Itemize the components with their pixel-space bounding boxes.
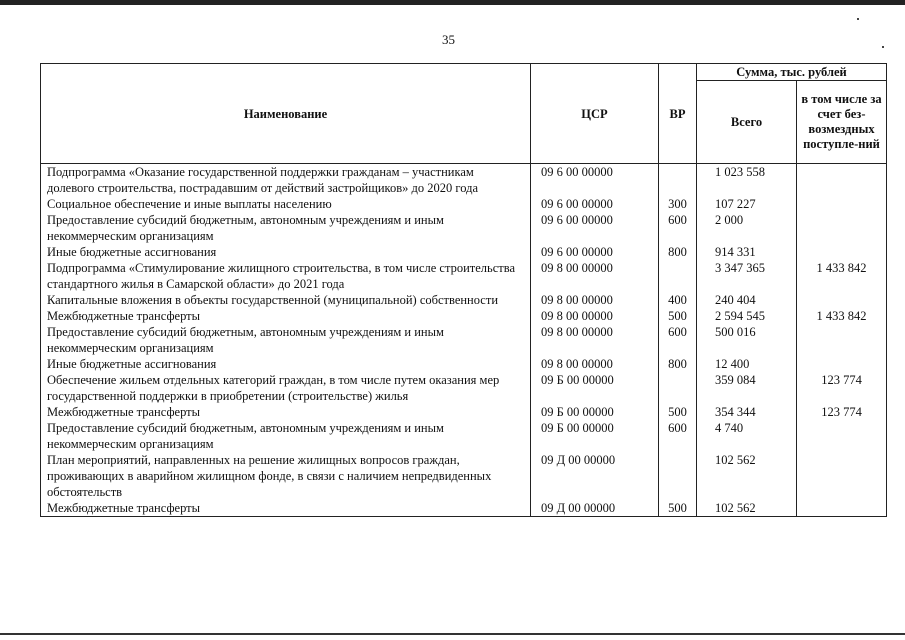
- cell-total: 102 562: [697, 500, 797, 517]
- cell-free: [797, 420, 887, 452]
- header-total: Всего: [697, 81, 797, 164]
- cell-csr: 09 6 00 00000: [531, 212, 659, 244]
- cell-name: Межбюджетные трансферты: [41, 500, 531, 517]
- table-row: [41, 404, 887, 420]
- cell-csr: 09 Б 00 00000: [531, 372, 659, 404]
- cell-total: 4 740: [697, 420, 797, 452]
- cell-name: Социальное обеспечение и иные выплаты населению: [41, 196, 531, 212]
- cell-free: [797, 324, 887, 356]
- page-number: 35: [442, 32, 455, 47]
- cell-vr: [659, 372, 697, 404]
- scan-speck: [882, 46, 884, 48]
- cell-name: Предоставление субсидий бюджетным, автономным учреждениям и иным некоммерческим организациям: [41, 324, 531, 356]
- table-row: [41, 244, 887, 260]
- cell-free: 123 774: [797, 372, 887, 404]
- cell-total: 12 400: [697, 356, 797, 372]
- cell-free: 1 433 842: [797, 260, 887, 292]
- cell-total: 914 331: [697, 244, 797, 260]
- cell-free: [797, 356, 887, 372]
- budget-table: [40, 63, 887, 517]
- table-row: [41, 164, 887, 197]
- cell-vr: 300: [659, 196, 697, 212]
- table-row: [41, 292, 887, 308]
- cell-csr: 09 Д 00 00000: [531, 452, 659, 500]
- cell-total: 2 594 545: [697, 308, 797, 324]
- cell-total: 1 023 558: [697, 164, 797, 197]
- table-row: [41, 308, 887, 324]
- cell-name: План мероприятий, направленных на решение жилищных вопросов граждан, проживающих в аварийном жилищном фонде, в связи с наличием непредвиденных обстоятельств: [41, 452, 531, 500]
- table-row: [41, 420, 887, 452]
- cell-total: 500 016: [697, 324, 797, 356]
- cell-vr: 600: [659, 420, 697, 452]
- cell-name: Иные бюджетные ассигнования: [41, 244, 531, 260]
- table-row: [41, 500, 887, 517]
- cell-name: Обеспечение жильем отдельных категорий граждан, в том числе путем оказания мер государственной поддержки в приобретении (строительстве) жилья: [41, 372, 531, 404]
- cell-name: Предоставление субсидий бюджетным, автономным учреждениям и иным некоммерческим организациям: [41, 212, 531, 244]
- cell-name: Иные бюджетные ассигнования: [41, 356, 531, 372]
- cell-csr: 09 6 00 00000: [531, 164, 659, 197]
- cell-total: 102 562: [697, 452, 797, 500]
- cell-csr: 09 Б 00 00000: [531, 420, 659, 452]
- cell-total: 2 000: [697, 212, 797, 244]
- cell-free: [797, 196, 887, 212]
- table-header: [41, 64, 887, 164]
- cell-csr: 09 Б 00 00000: [531, 404, 659, 420]
- cell-name: Капитальные вложения в объекты государственной (муниципальной) собственности: [41, 292, 531, 308]
- cell-vr: 500: [659, 500, 697, 517]
- header-sum: Сумма, тыс. рублей: [697, 64, 887, 81]
- cell-csr: 09 6 00 00000: [531, 244, 659, 260]
- header-csr: ЦСР: [531, 64, 659, 164]
- cell-free: [797, 212, 887, 244]
- table-body: [41, 164, 887, 517]
- cell-vr: 600: [659, 212, 697, 244]
- table-row: [41, 260, 887, 292]
- cell-csr: 09 8 00 00000: [531, 308, 659, 324]
- table-row: [41, 372, 887, 404]
- cell-csr: 09 8 00 00000: [531, 324, 659, 356]
- cell-free: [797, 292, 887, 308]
- cell-total: 359 084: [697, 372, 797, 404]
- cell-vr: 500: [659, 404, 697, 420]
- cell-vr: 800: [659, 356, 697, 372]
- header-name: Наименование: [41, 64, 531, 164]
- cell-name: Межбюджетные трансферты: [41, 308, 531, 324]
- cell-csr: 09 Д 00 00000: [531, 500, 659, 517]
- cell-name: Подпрограмма «Оказание государственной поддержки гражданам – участникам долевого строительства, пострадавшим от действий застройщиков» до 2020 года: [41, 164, 531, 197]
- cell-name: Межбюджетные трансферты: [41, 404, 531, 420]
- table-row: [41, 212, 887, 244]
- table-row: [41, 324, 887, 356]
- cell-free: [797, 500, 887, 517]
- table-row: [41, 196, 887, 212]
- cell-vr: [659, 164, 697, 197]
- cell-vr: [659, 452, 697, 500]
- cell-total: 3 347 365: [697, 260, 797, 292]
- cell-csr: 09 8 00 00000: [531, 292, 659, 308]
- cell-vr: 600: [659, 324, 697, 356]
- cell-name: Предоставление субсидий бюджетным, автономным учреждениям и иным некоммерческим организациям: [41, 420, 531, 452]
- cell-csr: 09 8 00 00000: [531, 356, 659, 372]
- top-scan-border: [0, 0, 905, 5]
- scan-speck: [857, 18, 859, 20]
- cell-free: [797, 244, 887, 260]
- cell-free: [797, 452, 887, 500]
- cell-vr: [659, 260, 697, 292]
- bottom-scan-border: [0, 633, 905, 635]
- cell-free: 123 774: [797, 404, 887, 420]
- cell-vr: 500: [659, 308, 697, 324]
- cell-csr: 09 6 00 00000: [531, 196, 659, 212]
- cell-vr: 800: [659, 244, 697, 260]
- cell-total: 107 227: [697, 196, 797, 212]
- cell-free: 1 433 842: [797, 308, 887, 324]
- cell-free: [797, 164, 887, 197]
- cell-vr: 400: [659, 292, 697, 308]
- cell-total: 354 344: [697, 404, 797, 420]
- cell-name: Подпрограмма «Стимулирование жилищного строительства, в том числе строительства стандартного жилья в Самарской области» до 2021 года: [41, 260, 531, 292]
- table-row: [41, 356, 887, 372]
- cell-total: 240 404: [697, 292, 797, 308]
- header-free: в том числе за счет без-возмездных поступле-ний: [797, 81, 887, 164]
- header-vr: ВР: [659, 64, 697, 164]
- table-row: [41, 452, 887, 500]
- cell-csr: 09 8 00 00000: [531, 260, 659, 292]
